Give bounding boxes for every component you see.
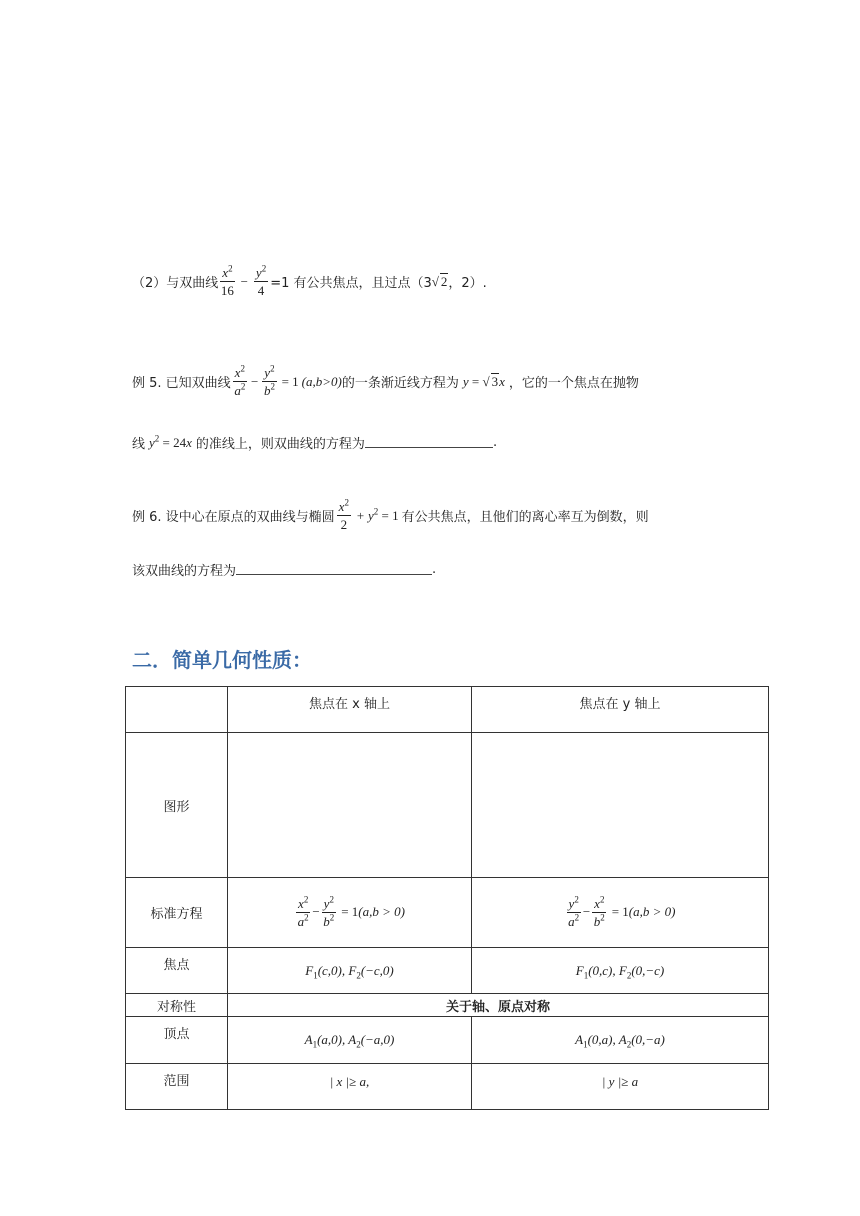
example-5-line-2: 线 $y^2 = 24x$ 的准线上，则双曲线的方程为 .: [132, 433, 498, 452]
example-6-line-2: 该双曲线的方程为 .: [132, 562, 437, 579]
row-label-graph: 图形: [126, 733, 228, 878]
fraction-y2-over-4: $\frac{y^2}{4}$: [255, 263, 267, 298]
table-row-equation: [126, 878, 769, 948]
table-row-range: [126, 1064, 769, 1110]
example-5-line2-prefix: 线: [132, 437, 146, 452]
row-label-vertex: 顶点: [126, 1017, 228, 1064]
table-row-symmetry: [126, 994, 769, 1017]
example-5-line2-mid: 的准线上，则双曲线的方程为: [195, 437, 365, 452]
example-5-prefix: 例 5. 已知双曲线: [132, 376, 231, 391]
fraction-x2-over-2: $\frac{x^2}{2}$: [338, 497, 349, 532]
symmetry-value: 关于轴、原点对称: [228, 994, 769, 1017]
header-focus-y: 焦点在 y 轴上: [472, 687, 769, 733]
fraction-y2-over-b2: $\frac{y^2}{b^2}$: [263, 363, 275, 398]
example-5-mid: 的一条渐近线方程为: [341, 376, 459, 391]
fraction-x2-over-a2: $\frac{x^2}{a^2}$: [234, 363, 246, 398]
row-label-foci: 焦点: [126, 948, 228, 994]
table-corner-cell: [126, 687, 228, 733]
header-focus-x: 焦点在 x 轴上: [228, 687, 472, 733]
example-5-tail: ，它的一个焦点在抛物: [508, 376, 639, 391]
answer-blank-5[interactable]: [365, 437, 493, 448]
fraction-x2-over-16: $\frac{x^2}{16}$: [220, 263, 234, 298]
table-row-graph: [126, 733, 769, 878]
answer-blank-6[interactable]: [236, 564, 432, 575]
range-x: | x |≥ a,: [228, 1064, 472, 1110]
table-header-row: [126, 687, 769, 733]
question-2-suffix: =1 有公共焦点，且过点（3: [270, 276, 432, 291]
vertex-x: $A_1(a,0)$, $A_2(-a,0)$: [228, 1017, 472, 1064]
row-label-equation: 标准方程: [126, 878, 228, 948]
sqrt-2: √ 2: [431, 273, 448, 289]
foci-x: $F_1(c,0)$, $F_2(-c,0)$: [228, 948, 472, 994]
foci-y: $F_1(0,c)$, $F_2(0,-c)$: [472, 948, 769, 994]
equation-y: $\frac{y^2}{a^2}$ − $\frac{x^2}{b^2}$ = 1(a,b > 0): [472, 878, 769, 948]
table-row-vertex: [126, 1017, 769, 1064]
vertex-y: $A_1(0,a)$, $A_2(0,-a)$: [472, 1017, 769, 1064]
row-label-range: 范围: [126, 1064, 228, 1110]
section-heading: 二．简单几何性质：: [132, 648, 312, 672]
equation-x: $\frac{x^2}{a^2}$ − $\frac{y^2}{b^2}$ = 1(a,b > 0): [228, 878, 472, 948]
range-y: | y |≥ a: [472, 1064, 769, 1110]
example-6-prefix: 例 6. 设中心在原点的双曲线与椭圆: [132, 510, 335, 525]
parabola-equation: $y^2 = 24x$: [149, 433, 192, 450]
example-6-line-1: 例 6. 设中心在原点的双曲线与椭圆 $\frac{x^2}{2}$ + $y^2 = 1$ 有公共焦点，且他们的离心率互为倒数，则: [132, 497, 649, 532]
example-5-line-1: 例 5. 已知双曲线 $\frac{x^2}{a^2}$ − $\frac{y^2}{b^2}$ = 1 (a,b>0) 的一条渐近线方程为 y = √ 3x ，它的一个焦点在抛物: [132, 363, 639, 398]
example-6-line2: 该双曲线的方程为: [132, 564, 237, 579]
question-2-point-end: ，2）.: [448, 276, 487, 291]
table-row-foci: [126, 948, 769, 994]
example-5-condition: (a,b>0): [301, 373, 342, 389]
graph-cell-y: [472, 733, 769, 878]
question-2-prefix: （2）与双曲线: [132, 276, 219, 291]
question-2-line: （2）与双曲线 $\frac{x^2}{16}$ − $\frac{y^2}{4}$ =1 有公共焦点，且过点（3 √ 2 ，2）.: [132, 263, 487, 298]
properties-table: [125, 686, 769, 1110]
example-6-mid: 有公共焦点，且他们的离心率互为倒数，则: [401, 510, 649, 525]
row-label-symmetry: 对称性: [126, 994, 228, 1017]
graph-cell-x: [228, 733, 472, 878]
asymptote-equation: y = √ 3x: [462, 373, 505, 389]
